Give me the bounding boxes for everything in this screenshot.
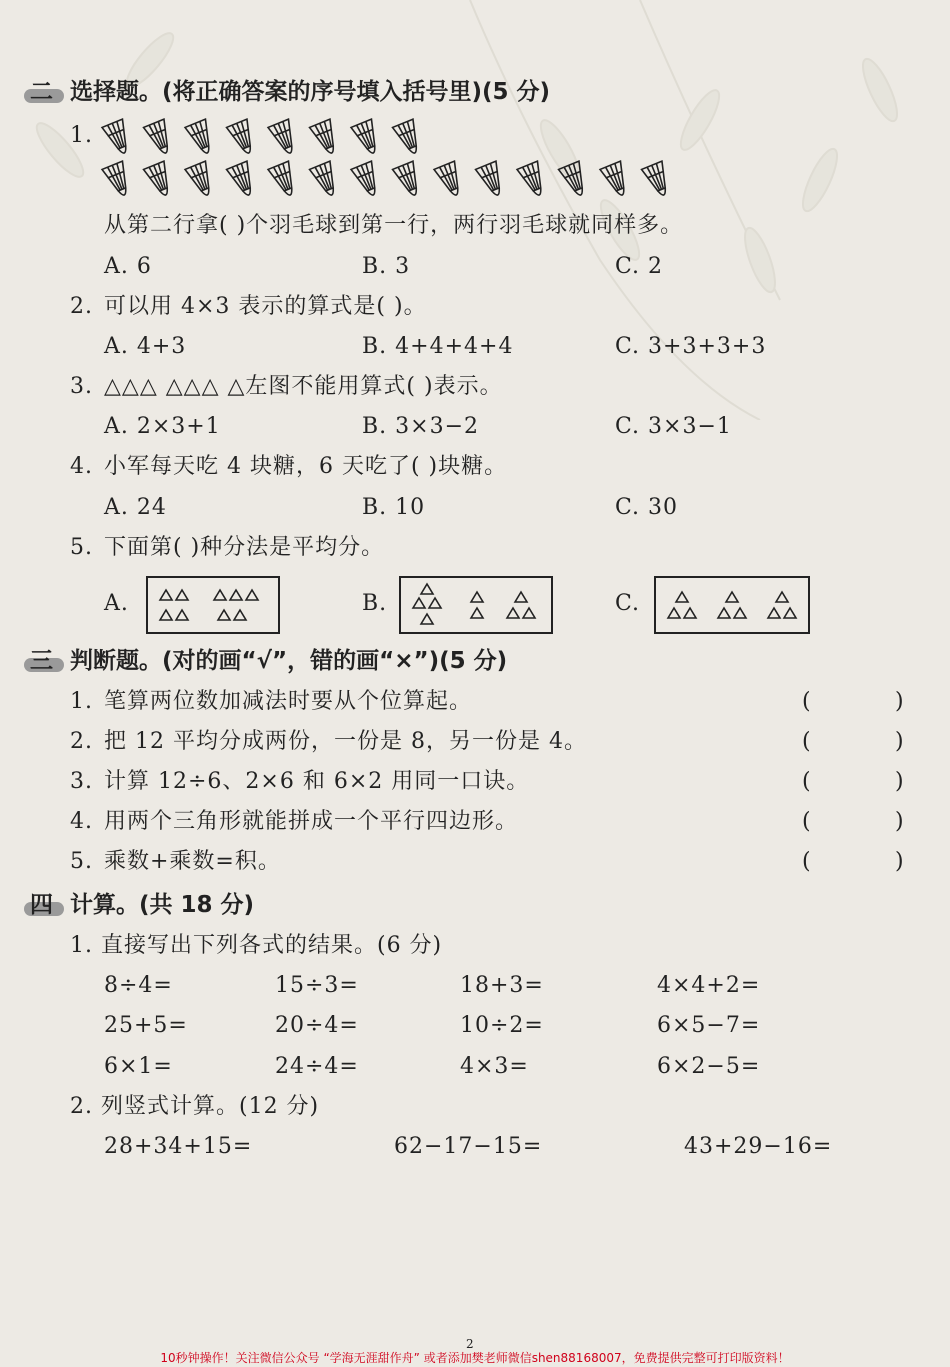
judge-item-text: 把 12 平均分成两份，一份是 8，另一份是 4。: [104, 729, 587, 754]
option-c-triangle-box[interactable]: [654, 576, 810, 634]
page-number: 2: [466, 1337, 474, 1351]
judge-item-number: 5.: [70, 849, 93, 874]
shuttlecock-row-1: [100, 118, 430, 162]
question-number: 5.: [70, 535, 93, 560]
option-c[interactable]: C. 2: [615, 254, 664, 279]
shuttlecock-icon: [517, 161, 549, 199]
shuttlecock-icon: [185, 161, 217, 199]
option-a-triangle-box[interactable]: [146, 576, 280, 634]
option-a[interactable]: A. 24: [104, 495, 167, 520]
question-number: 4.: [70, 454, 93, 479]
shuttlecock-icon: [102, 161, 134, 199]
calc-item[interactable]: 25+5=: [104, 1013, 188, 1038]
answer-paren-open[interactable]: (: [802, 769, 812, 794]
shuttlecock-icon: [559, 161, 591, 199]
question-text: △△△ △△△ △左图不能用算式( )表示。: [104, 374, 503, 399]
shuttlecock-icon: [144, 161, 176, 199]
calc-item[interactable]: 4×4+2=: [657, 973, 761, 998]
option-a[interactable]: A. 6: [104, 254, 152, 279]
answer-paren-close[interactable]: ): [895, 689, 905, 714]
shuttlecock-icon: [476, 161, 508, 199]
shuttlecock-icon: [268, 119, 300, 157]
shuttlecock-icon: [144, 119, 176, 157]
shuttlecock-icon: [600, 161, 632, 199]
shuttlecock-icon: [642, 161, 674, 199]
option-a[interactable]: A. 2×3+1: [104, 414, 221, 439]
shuttlecock-icon: [434, 161, 466, 199]
section-number-4: 四: [30, 892, 53, 918]
option-b[interactable]: B. 3×3−2: [362, 414, 480, 439]
subsection-title-2: 2. 列竖式计算。(12 分): [70, 1094, 320, 1119]
option-c[interactable]: C. 3×3−1: [615, 414, 732, 439]
shuttlecock-icon: [393, 161, 425, 199]
shuttlecock-icon: [310, 119, 342, 157]
calc-item[interactable]: 8÷4=: [104, 973, 173, 998]
judge-item-number: 2.: [70, 729, 93, 754]
judge-item-text: 笔算两位数加减法时要从个位算起。: [104, 689, 473, 714]
question-number: 3.: [70, 374, 93, 399]
calc-item[interactable]: 6×5−7=: [657, 1013, 761, 1038]
option-b[interactable]: B. 10: [362, 495, 426, 520]
shuttlecock-icon: [227, 119, 259, 157]
question-number: 1.: [70, 123, 93, 148]
option-b-triangle-box[interactable]: [399, 576, 553, 634]
question-text: 下面第( )种分法是平均分。: [104, 535, 385, 560]
calc-item[interactable]: 15÷3=: [275, 973, 359, 998]
answer-paren-close[interactable]: ): [895, 769, 905, 794]
answer-paren-open[interactable]: (: [802, 729, 812, 754]
triangle-group-icon: [148, 578, 278, 632]
option-c[interactable]: C. 3+3+3+3: [615, 334, 767, 359]
calc-item[interactable]: 4×3=: [460, 1054, 529, 1079]
vertical-calc-item[interactable]: 62−17−15=: [394, 1134, 543, 1159]
option-c[interactable]: C.: [615, 591, 641, 616]
section-number-2: 二: [30, 79, 53, 105]
shuttlecock-icon: [310, 161, 342, 199]
calc-item[interactable]: 20÷4=: [275, 1013, 359, 1038]
calc-item[interactable]: 10÷2=: [460, 1013, 544, 1038]
question-text: 小军每天吃 4 块糖，6 天吃了( )块糖。: [104, 454, 508, 479]
judge-item-number: 3.: [70, 769, 93, 794]
section-title-3: 判断题。(对的画“√”，错的画“×”)(5 分): [70, 648, 508, 674]
calc-item[interactable]: 6×1=: [104, 1054, 173, 1079]
judge-item-number: 1.: [70, 689, 93, 714]
triangle-group-icon: [656, 578, 808, 632]
option-a[interactable]: A.: [104, 591, 129, 616]
judge-item-text: 用两个三角形就能拼成一个平行四边形。: [104, 809, 519, 834]
shuttlecock-icon: [351, 119, 383, 157]
shuttlecock-icon: [393, 119, 425, 157]
option-c[interactable]: C. 30: [615, 495, 679, 520]
option-b[interactable]: B.: [362, 591, 388, 616]
section-number-3: 三: [30, 648, 53, 674]
shuttlecock-row-2: [100, 160, 680, 204]
option-b[interactable]: B. 3: [362, 254, 411, 279]
question-text: 可以用 4×3 表示的算式是( )。: [104, 294, 427, 319]
question-text: 从第二行拿( )个羽毛球到第一行，两行羽毛球就同样多。: [104, 213, 684, 238]
judge-item-number: 4.: [70, 809, 93, 834]
shuttlecock-icon: [102, 119, 134, 157]
answer-paren-close[interactable]: ): [895, 849, 905, 874]
section-title-4: 计算。(共 18 分): [70, 892, 255, 918]
section-title-2: 选择题。(将正确答案的序号填入括号里)(5 分): [70, 79, 551, 105]
judge-item-text: 乘数+乘数=积。: [104, 849, 281, 874]
option-a[interactable]: A. 4+3: [104, 334, 187, 359]
question-number: 2.: [70, 294, 93, 319]
shuttlecock-icon: [227, 161, 259, 199]
answer-paren-open[interactable]: (: [802, 689, 812, 714]
footer-notice: 10秒钟操作！关注微信公众号 “学海无涯甜作舟” 或者添加樊老师微信shen88168007，免费提供完整可打印版资料！: [160, 1351, 790, 1365]
subsection-title-1: 1. 直接写出下列各式的结果。(6 分): [70, 933, 443, 958]
answer-paren-open[interactable]: (: [802, 809, 812, 834]
shuttlecock-icon: [185, 119, 217, 157]
answer-paren-close[interactable]: ): [895, 729, 905, 754]
triangle-group-icon: [401, 578, 551, 632]
judge-item-text: 计算 12÷6、2×6 和 6×2 用同一口诀。: [104, 769, 530, 794]
option-b[interactable]: B. 4+4+4+4: [362, 334, 514, 359]
calc-item[interactable]: 6×2−5=: [657, 1054, 761, 1079]
vertical-calc-item[interactable]: 28+34+15=: [104, 1134, 253, 1159]
vertical-calc-item[interactable]: 43+29−16=: [684, 1134, 833, 1159]
answer-paren-open[interactable]: (: [802, 849, 812, 874]
shuttlecock-icon: [268, 161, 300, 199]
calc-item[interactable]: 18+3=: [460, 973, 544, 998]
shuttlecock-icon: [351, 161, 383, 199]
calc-item[interactable]: 24÷4=: [275, 1054, 359, 1079]
answer-paren-close[interactable]: ): [895, 809, 905, 834]
